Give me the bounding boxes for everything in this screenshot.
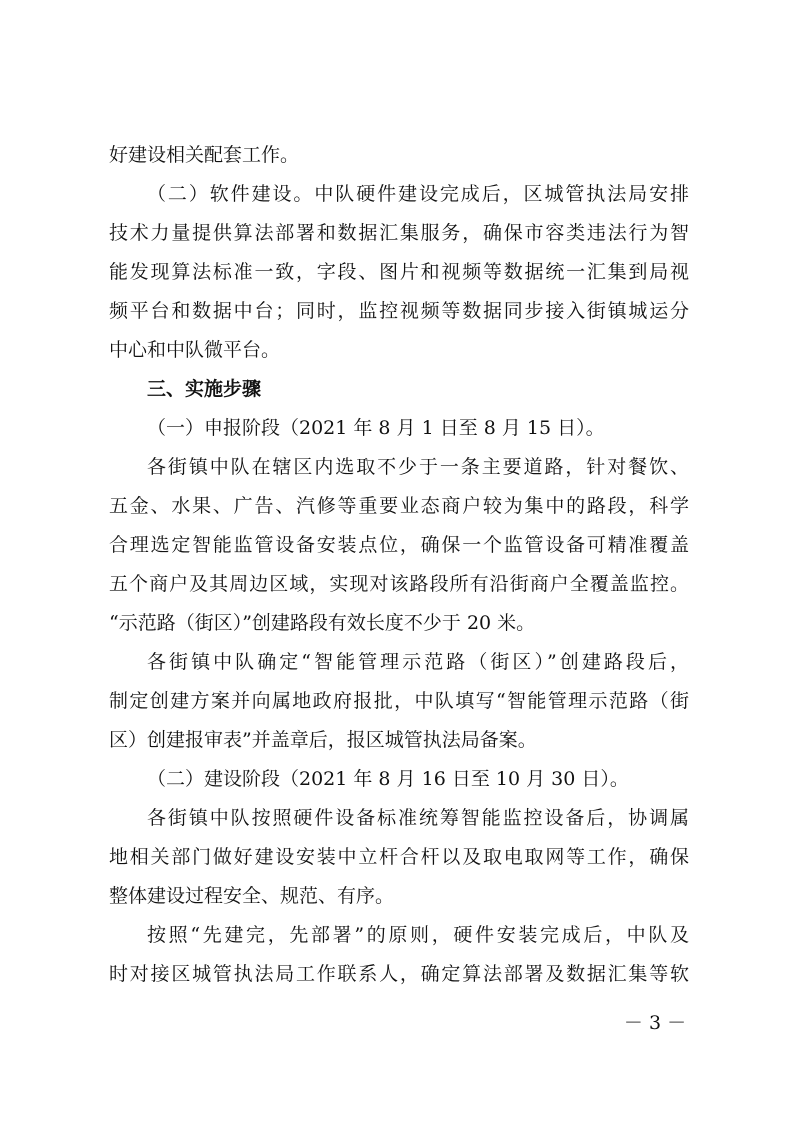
paragraph-line: 区）创建报审表”并盖章后，报区城管执法局备案。 (109, 729, 537, 751)
page-number: － 3 － (623, 1012, 687, 1034)
paragraph-line: 按照“先建完，先部署”的原则，硬件安装完成后，中队及 (147, 924, 689, 946)
paragraph-line: 中心和中队微平台。 (109, 339, 281, 361)
paragraph-line: 合理选定智能监管设备安装点位，确保一个监管设备可精准覆盖 (109, 534, 689, 556)
section-heading: 三、实施步骤 (147, 378, 262, 400)
subsection-heading: （二）建设阶段（2021 年 8 月 16 日至 10 月 30 日）。 (147, 768, 629, 790)
paragraph-line: 五个商户及其周边区域，实现对该路段所有沿街商户全覆盖监控。 (109, 573, 689, 595)
paragraph-line: “示范路（街区）”创建路段有效长度不少于 20 米。 (109, 612, 536, 634)
paragraph-line: 各街镇中队确定“智能管理示范路（街区）”创建路段后， (147, 651, 689, 673)
paragraph-line: 地相关部门做好建设安装中立杆合杆以及取电取网等工作，确保 (109, 846, 689, 868)
subsection-heading: （一）申报阶段（2021 年 8 月 1 日至 8 月 15 日）。 (147, 417, 605, 439)
paragraph-line: （二）软件建设。中队硬件建设完成后，区城管执法局安排 (147, 183, 689, 205)
paragraph-line: 整体建设过程安全、规范、有序。 (109, 885, 395, 907)
paragraph-line: 技术力量提供算法部署和数据汇集服务，确保市容类违法行为智 (109, 222, 689, 244)
paragraph-line: 好建设相关配套工作。 (109, 144, 300, 166)
paragraph-line: 制定创建方案并向属地政府报批，中队填写“智能管理示范路（街 (109, 690, 689, 712)
paragraph-line: 时对接区城管执法局工作联系人，确定算法部署及数据汇集等软 (109, 963, 689, 985)
paragraph-line: 各街镇中队按照硬件设备标准统筹智能监控设备后，协调属 (147, 807, 689, 829)
paragraph-line: 各街镇中队在辖区内选取不少于一条主要道路，针对餐饮、 (147, 456, 689, 478)
paragraph-line: 五金、水果、广告、汽修等重要业态商户较为集中的路段，科学 (109, 495, 689, 517)
paragraph-line: 能发现算法标准一致，字段、图片和视频等数据统一汇集到局视 (109, 261, 689, 283)
paragraph-line: 频平台和数据中台；同时，监控视频等数据同步接入街镇城运分 (109, 300, 689, 322)
